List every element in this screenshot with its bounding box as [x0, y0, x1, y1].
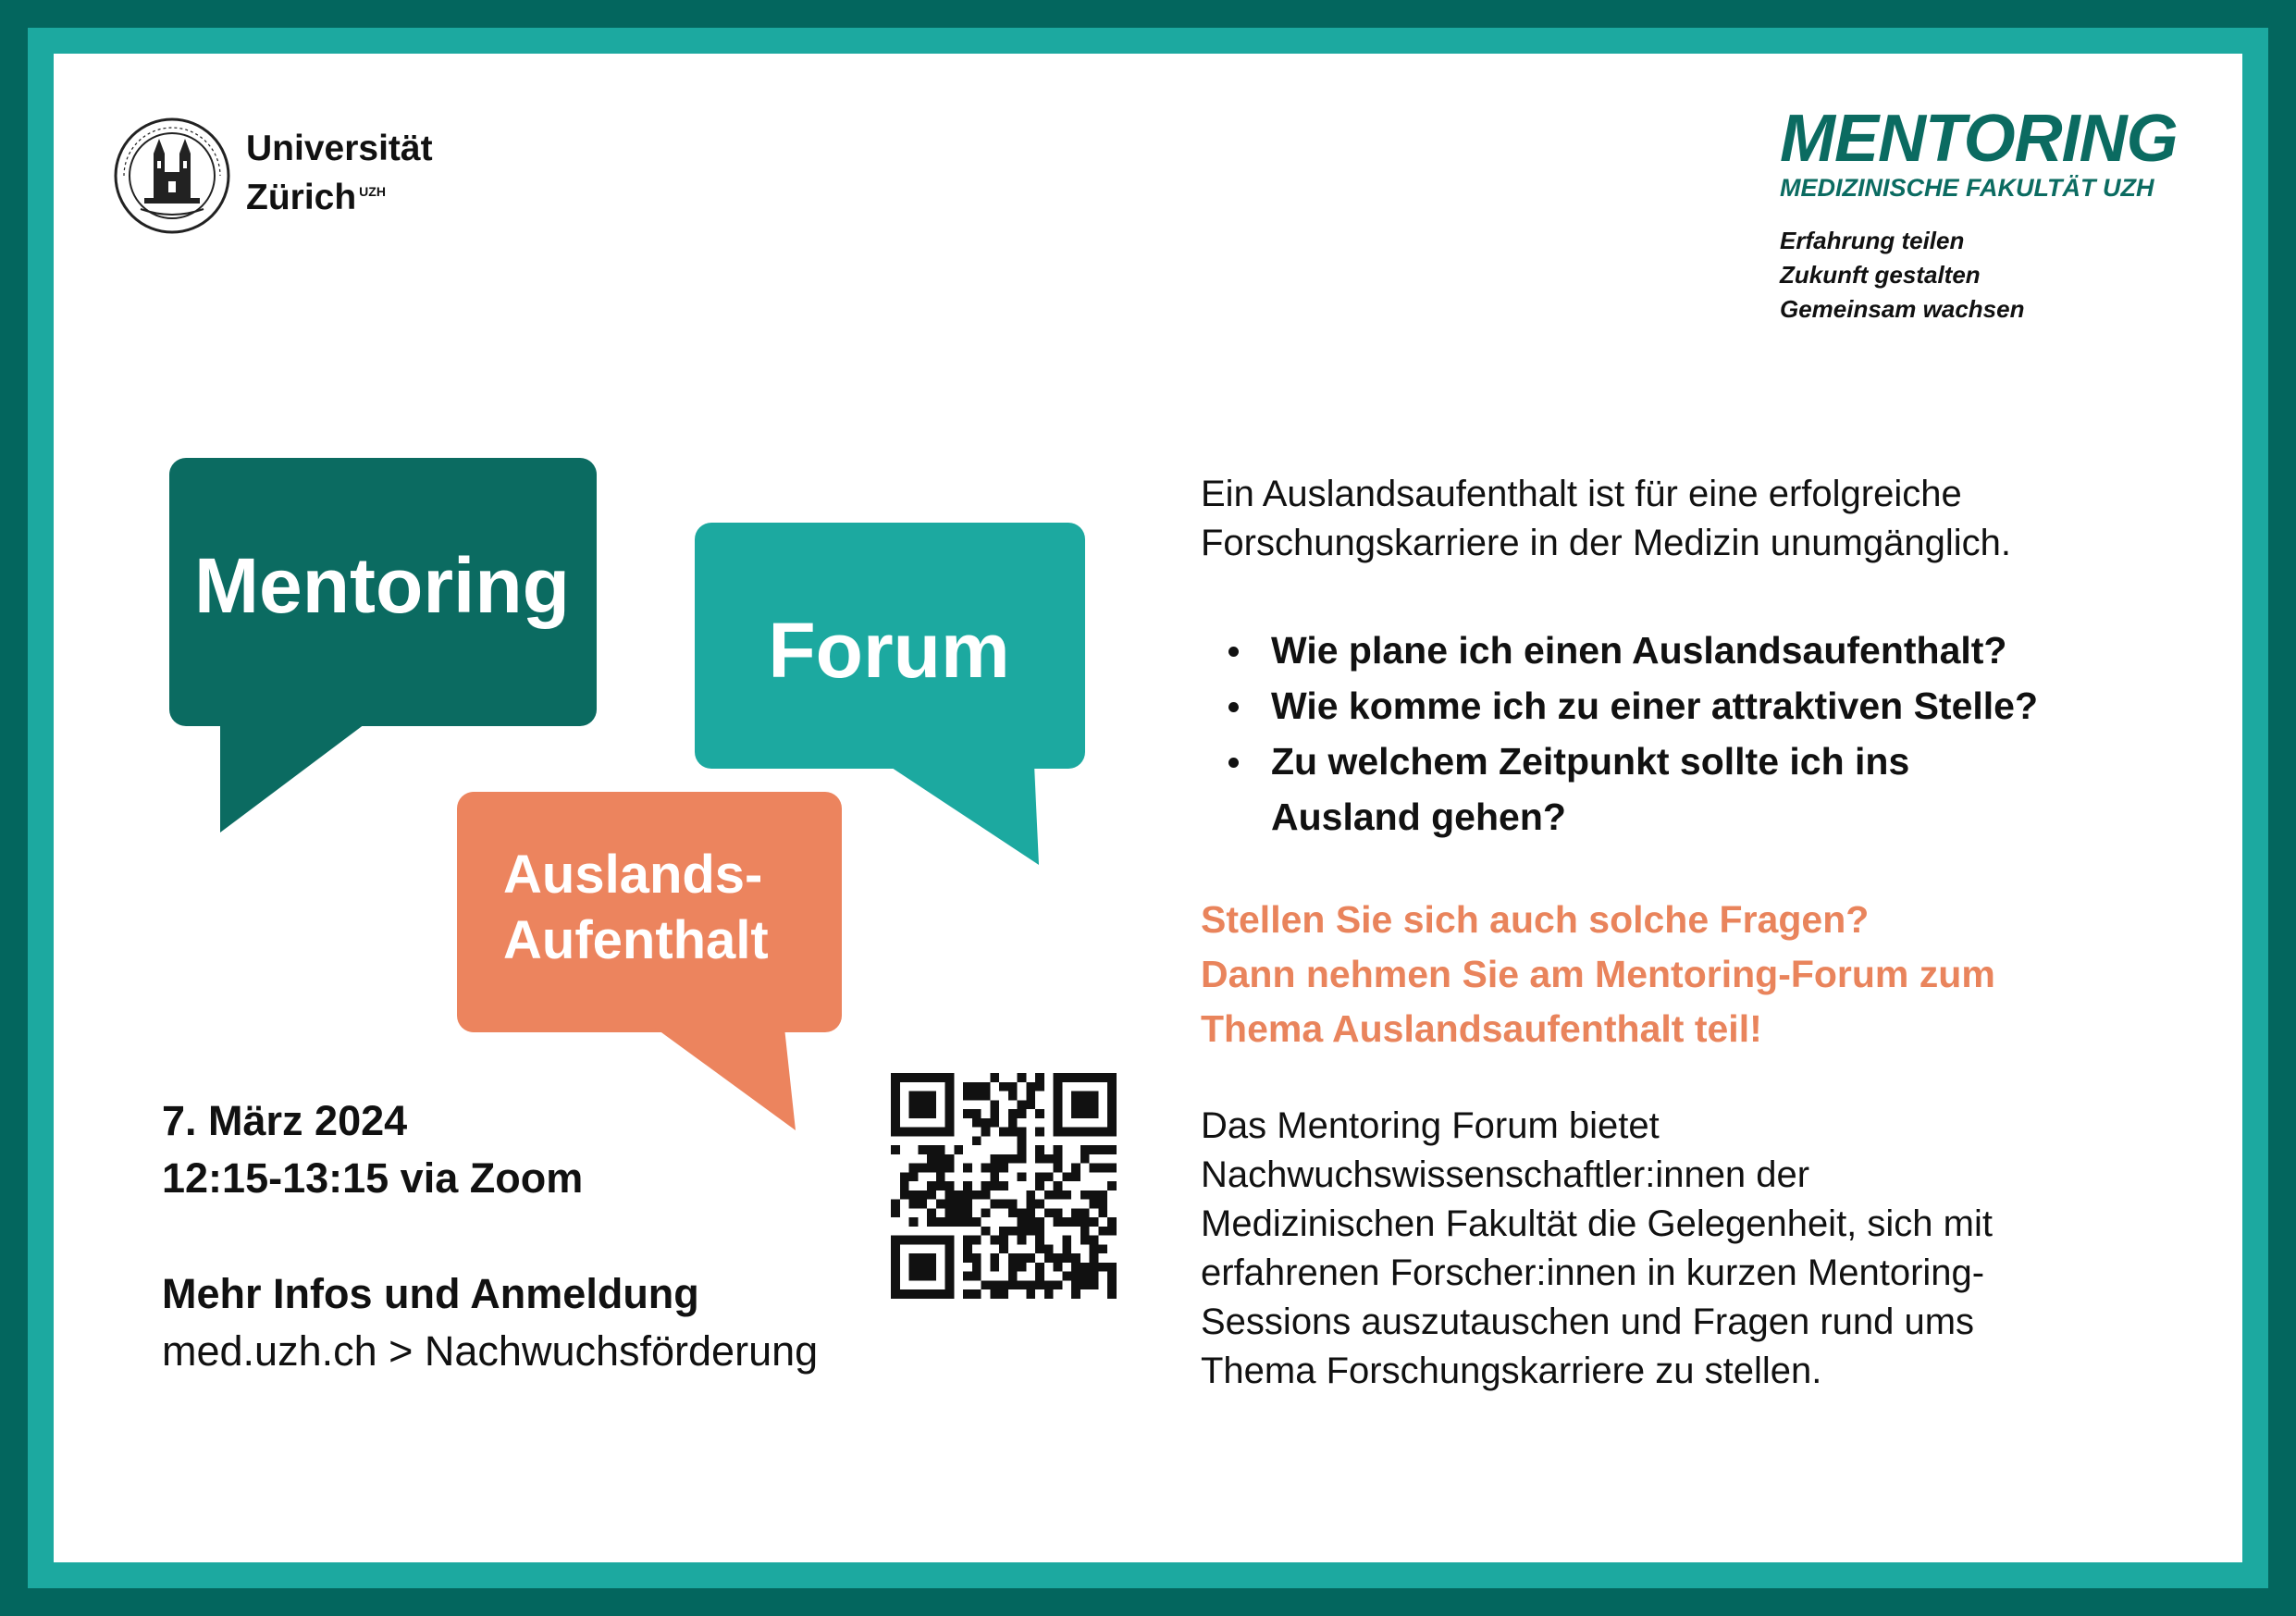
brand-tagline: Erfahrung teilen: [1780, 227, 1965, 254]
description-line: Sessions auszutauschen und Fragen rund ums: [1201, 1301, 1975, 1342]
more-info-title: Mehr Infos und Anmeldung: [162, 1270, 699, 1317]
description-line: Nachwuchswissenschaftler:innen der: [1201, 1154, 1810, 1195]
bubble-auslands-text: [457, 842, 827, 973]
bubble-auslands-line1: Auslands-: [503, 845, 763, 905]
brand-tagline: Zukunft gestalten: [1780, 261, 1981, 289]
bubble-mentoring-text: Mentoring: [194, 542, 570, 629]
question-text: Ausland gehen?: [1271, 796, 1566, 838]
description-line: Medizinischen Fakultät die Gelegenheit, sich mit: [1201, 1203, 1993, 1244]
intro-line: Ein Auslandsaufenthalt ist für eine erfolgreiche: [1201, 474, 1962, 514]
question-list: [1201, 623, 2200, 845]
cta-line: Thema Auslandsaufenthalt teil!: [1201, 1007, 1762, 1050]
cta-line: Dann nehmen Sie am Mentoring-Forum zum: [1201, 953, 1995, 995]
university-superscript: UZH: [359, 184, 386, 199]
question-item: [1201, 734, 2200, 845]
cta-line: Stellen Sie sich auch solche Fragen?: [1201, 898, 1870, 941]
call-to-action: [1201, 893, 2200, 1056]
bubble-forum-text: Forum: [768, 607, 1010, 694]
brand-tagline: Gemeinsam wachsen: [1780, 295, 2025, 323]
university-city: Zürich: [246, 178, 357, 217]
bubble-auslands-line2: Aufenthalt: [503, 910, 769, 970]
question-item: [1201, 678, 2200, 734]
brand-subtitle: MEDIZINISCHE FAKULTÄT UZH: [1780, 174, 2154, 202]
intro-line: Forschungskarriere in der Medizin unumgänglich.: [1201, 523, 2011, 563]
question-text: Wie komme ich zu einer attraktiven Stelle?: [1271, 685, 2039, 727]
description-line: Das Mentoring Forum bietet: [1201, 1105, 1660, 1146]
description-line: Thema Forschungskarriere zu stellen.: [1201, 1351, 1822, 1391]
event-datetime: [162, 1092, 583, 1207]
event-date: 7. März 2024: [162, 1097, 408, 1144]
description-line: erfahrenen Forscher:innen in kurzen Mentoring-: [1201, 1252, 1985, 1293]
description-text: [1201, 1102, 2200, 1396]
question-item: [1201, 623, 2200, 678]
bubble-mentoring-shape: [169, 458, 597, 833]
university-name-line1: Universität: [246, 129, 433, 168]
qr-code-icon[interactable]: [891, 1073, 1117, 1299]
brand-title: MENTORING: [1780, 102, 2178, 176]
event-time: 12:15-13:15 via Zoom: [162, 1154, 584, 1202]
intro-text: [1201, 470, 2200, 568]
question-text: Zu welchem Zeitpunkt sollte ich ins: [1271, 740, 1910, 783]
flyer-page: [54, 54, 2242, 1562]
question-text: Wie plane ich einen Auslandsaufenthalt?: [1271, 629, 2007, 672]
more-info-link[interactable]: med.uzh.ch > Nachwuchsförderung: [162, 1327, 819, 1375]
